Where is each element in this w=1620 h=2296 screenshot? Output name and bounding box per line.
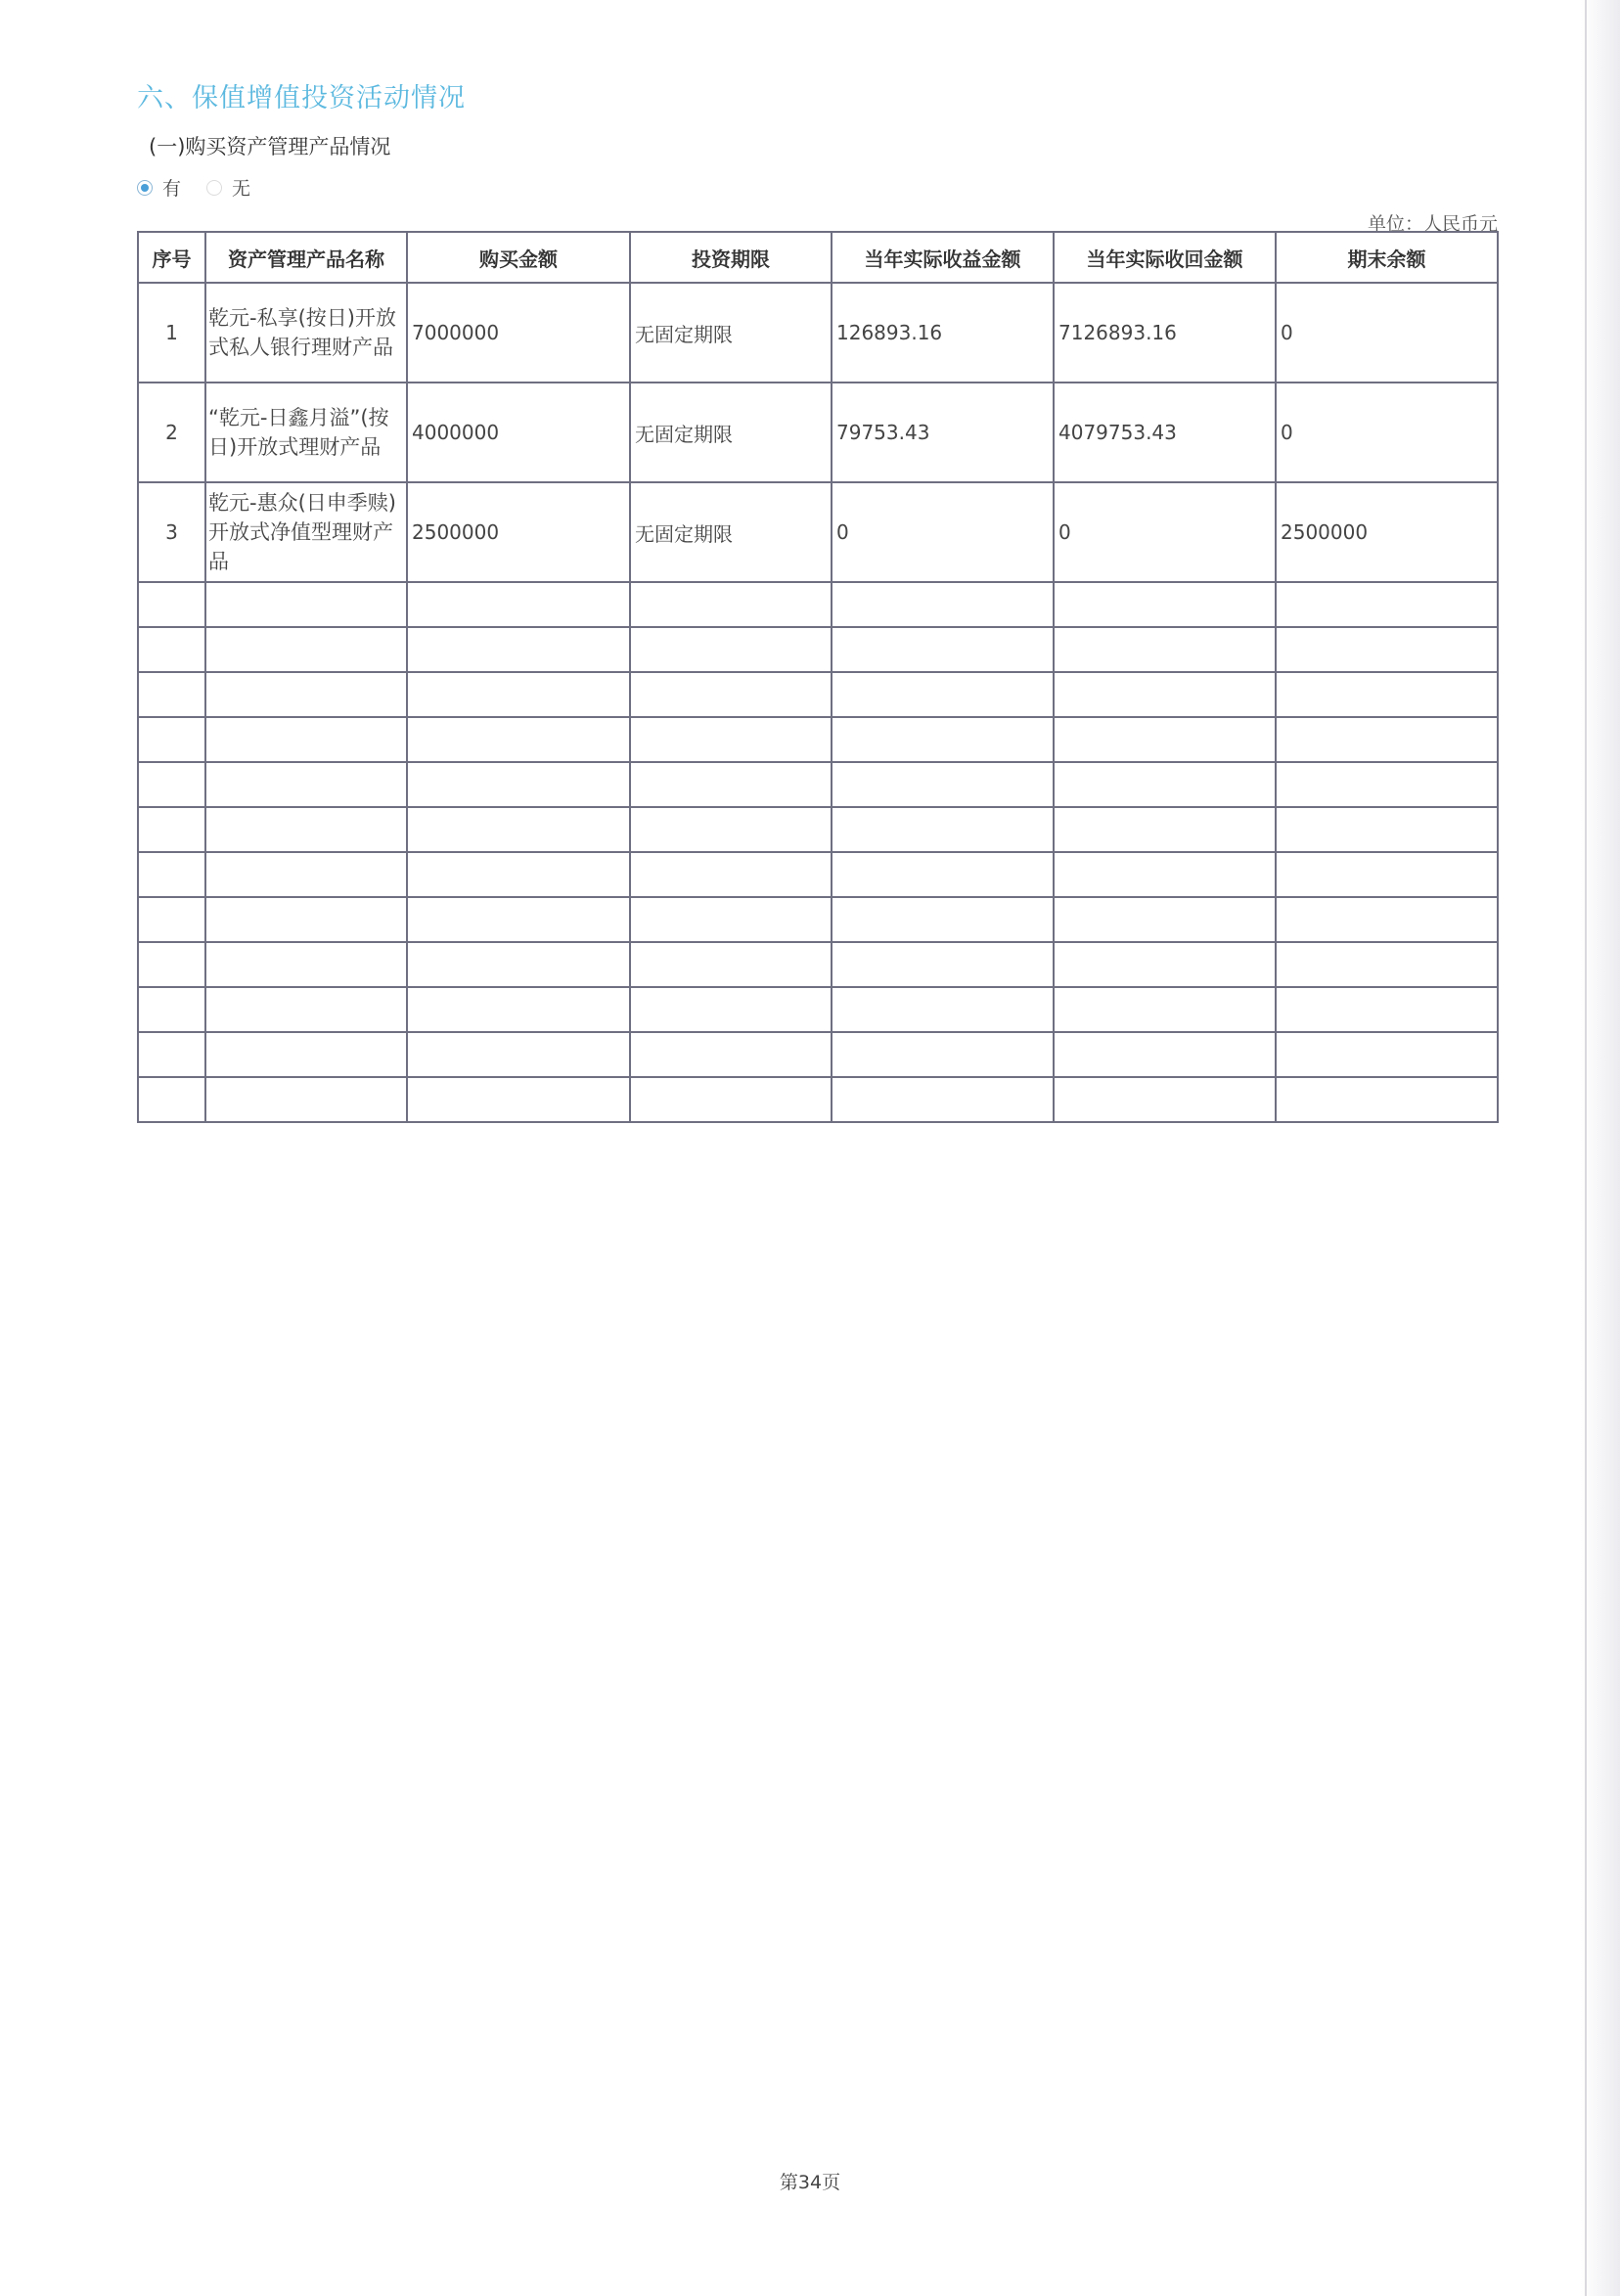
empty-cell bbox=[630, 762, 832, 807]
empty-cell bbox=[205, 942, 407, 987]
empty-cell bbox=[407, 897, 630, 942]
empty-cell bbox=[1276, 1077, 1498, 1122]
cell-purchase-amount: 7000000 bbox=[407, 283, 630, 383]
cell-end-balance: 0 bbox=[1276, 283, 1498, 383]
empty-cell bbox=[407, 627, 630, 672]
empty-cell bbox=[1276, 897, 1498, 942]
radio-no[interactable] bbox=[206, 180, 222, 196]
page-number: 第34页 bbox=[779, 2172, 841, 2193]
empty-cell bbox=[407, 987, 630, 1032]
empty-cell bbox=[1276, 942, 1498, 987]
cell-recovered: 4079753.43 bbox=[1054, 383, 1276, 482]
empty-cell bbox=[1054, 627, 1276, 672]
empty-cell bbox=[205, 717, 407, 762]
empty-cell bbox=[832, 897, 1054, 942]
cell-end-balance: 2500000 bbox=[1276, 482, 1498, 582]
empty-cell bbox=[1054, 1077, 1276, 1122]
empty-cell bbox=[832, 672, 1054, 717]
cell-income: 79753.43 bbox=[832, 383, 1054, 482]
empty-cell bbox=[1054, 717, 1276, 762]
empty-cell bbox=[832, 762, 1054, 807]
cell-term: 无固定期限 bbox=[630, 283, 832, 383]
empty-cell bbox=[1276, 582, 1498, 627]
empty-cell bbox=[630, 942, 832, 987]
empty-cell bbox=[138, 627, 205, 672]
empty-table-row bbox=[138, 807, 1498, 852]
cell-end-balance: 0 bbox=[1276, 383, 1498, 482]
empty-cell bbox=[407, 942, 630, 987]
empty-cell bbox=[205, 897, 407, 942]
empty-cell bbox=[205, 807, 407, 852]
empty-cell bbox=[407, 717, 630, 762]
empty-cell bbox=[205, 987, 407, 1032]
header-purchase-amount: 购买金额 bbox=[407, 232, 630, 283]
empty-table-row bbox=[138, 987, 1498, 1032]
empty-cell bbox=[407, 807, 630, 852]
empty-cell bbox=[1054, 852, 1276, 897]
empty-cell bbox=[407, 672, 630, 717]
empty-cell bbox=[630, 1077, 832, 1122]
header-index: 序号 bbox=[138, 232, 205, 283]
empty-table-row bbox=[138, 942, 1498, 987]
empty-cell bbox=[138, 672, 205, 717]
empty-cell bbox=[1054, 942, 1276, 987]
page-shadow bbox=[1581, 0, 1620, 2296]
empty-cell bbox=[138, 717, 205, 762]
empty-cell bbox=[832, 1077, 1054, 1122]
table-row bbox=[138, 283, 1498, 383]
empty-cell bbox=[407, 1032, 630, 1077]
empty-cell bbox=[1276, 762, 1498, 807]
empty-cell bbox=[1054, 807, 1276, 852]
empty-cell bbox=[1054, 897, 1276, 942]
header-term: 投资期限 bbox=[630, 232, 832, 283]
empty-cell bbox=[205, 672, 407, 717]
section-title: 六、保值增值投资活动情况 bbox=[137, 83, 466, 113]
empty-table-row bbox=[138, 1077, 1498, 1122]
empty-cell bbox=[1276, 1032, 1498, 1077]
empty-cell bbox=[630, 627, 832, 672]
empty-cell bbox=[1054, 762, 1276, 807]
cell-recovered: 0 bbox=[1054, 482, 1276, 582]
empty-cell bbox=[1276, 987, 1498, 1032]
empty-table-row bbox=[138, 852, 1498, 897]
empty-cell bbox=[1276, 627, 1498, 672]
radio-group bbox=[137, 174, 276, 201]
header-recovered: 当年实际收回金额 bbox=[1054, 232, 1276, 283]
radio-yes[interactable] bbox=[137, 180, 153, 196]
cell-index: 1 bbox=[138, 283, 205, 383]
empty-cell bbox=[630, 672, 832, 717]
empty-cell bbox=[407, 762, 630, 807]
empty-cell bbox=[832, 942, 1054, 987]
empty-cell bbox=[138, 1077, 205, 1122]
empty-cell bbox=[630, 1032, 832, 1077]
cell-index: 3 bbox=[138, 482, 205, 582]
empty-table-row bbox=[138, 582, 1498, 627]
empty-cell bbox=[630, 582, 832, 627]
empty-cell bbox=[1276, 852, 1498, 897]
empty-cell bbox=[630, 807, 832, 852]
empty-cell bbox=[1054, 987, 1276, 1032]
cell-term: 无固定期限 bbox=[630, 482, 832, 582]
empty-cell bbox=[205, 582, 407, 627]
empty-cell bbox=[832, 987, 1054, 1032]
cell-index: 2 bbox=[138, 383, 205, 482]
radio-no-label: 无 bbox=[232, 178, 251, 200]
empty-cell bbox=[138, 582, 205, 627]
empty-cell bbox=[832, 1032, 1054, 1077]
radio-selected-dot bbox=[141, 184, 149, 192]
empty-cell bbox=[205, 852, 407, 897]
empty-table-row bbox=[138, 627, 1498, 672]
empty-cell bbox=[205, 627, 407, 672]
empty-cell bbox=[138, 942, 205, 987]
table-row bbox=[138, 383, 1498, 482]
empty-cell bbox=[138, 762, 205, 807]
empty-cell bbox=[832, 627, 1054, 672]
header-end-balance: 期末余额 bbox=[1276, 232, 1498, 283]
empty-table-row bbox=[138, 672, 1498, 717]
cell-purchase-amount: 2500000 bbox=[407, 482, 630, 582]
table-row bbox=[138, 482, 1498, 582]
cell-product-name: 乾元-私享(按日)开放式私人银行理财产品 bbox=[205, 283, 407, 383]
cell-term: 无固定期限 bbox=[630, 383, 832, 482]
cell-income: 0 bbox=[832, 482, 1054, 582]
radio-yes-label: 有 bbox=[162, 178, 182, 200]
empty-cell bbox=[1276, 717, 1498, 762]
empty-cell bbox=[630, 987, 832, 1032]
empty-cell bbox=[832, 717, 1054, 762]
empty-cell bbox=[138, 852, 205, 897]
cell-product-name: “乾元-日鑫月溢”(按日)开放式理财产品 bbox=[205, 383, 407, 482]
empty-cell bbox=[1276, 672, 1498, 717]
empty-cell bbox=[832, 582, 1054, 627]
empty-table-row bbox=[138, 1032, 1498, 1077]
empty-cell bbox=[407, 852, 630, 897]
empty-cell bbox=[138, 897, 205, 942]
empty-cell bbox=[138, 807, 205, 852]
empty-cell bbox=[205, 762, 407, 807]
empty-cell bbox=[630, 717, 832, 762]
empty-cell bbox=[832, 807, 1054, 852]
empty-cell bbox=[1054, 672, 1276, 717]
sub-title: (一)购买资产管理产品情况 bbox=[149, 135, 391, 158]
empty-cell bbox=[205, 1032, 407, 1077]
empty-cell bbox=[832, 852, 1054, 897]
page-edge bbox=[1585, 0, 1587, 2296]
empty-cell bbox=[205, 1077, 407, 1122]
empty-cell bbox=[407, 582, 630, 627]
header-income: 当年实际收益金额 bbox=[832, 232, 1054, 283]
empty-cell bbox=[1276, 807, 1498, 852]
empty-cell bbox=[630, 852, 832, 897]
empty-cell bbox=[1054, 582, 1276, 627]
cell-recovered: 7126893.16 bbox=[1054, 283, 1276, 383]
empty-table-row bbox=[138, 717, 1498, 762]
header-product-name: 资产管理产品名称 bbox=[205, 232, 407, 283]
empty-cell bbox=[1054, 1032, 1276, 1077]
empty-table-row bbox=[138, 762, 1498, 807]
cell-purchase-amount: 4000000 bbox=[407, 383, 630, 482]
empty-cell bbox=[407, 1077, 630, 1122]
empty-cell bbox=[630, 897, 832, 942]
empty-table-row bbox=[138, 897, 1498, 942]
unit-label: 单位：人民币元 bbox=[1367, 213, 1498, 235]
header-row bbox=[138, 232, 1498, 283]
empty-cell bbox=[138, 1032, 205, 1077]
cell-product-name: 乾元-惠众(日申季赎)开放式净值型理财产品 bbox=[205, 482, 407, 582]
asset-products-table bbox=[137, 231, 1499, 1123]
cell-income: 126893.16 bbox=[832, 283, 1054, 383]
empty-cell bbox=[138, 987, 205, 1032]
